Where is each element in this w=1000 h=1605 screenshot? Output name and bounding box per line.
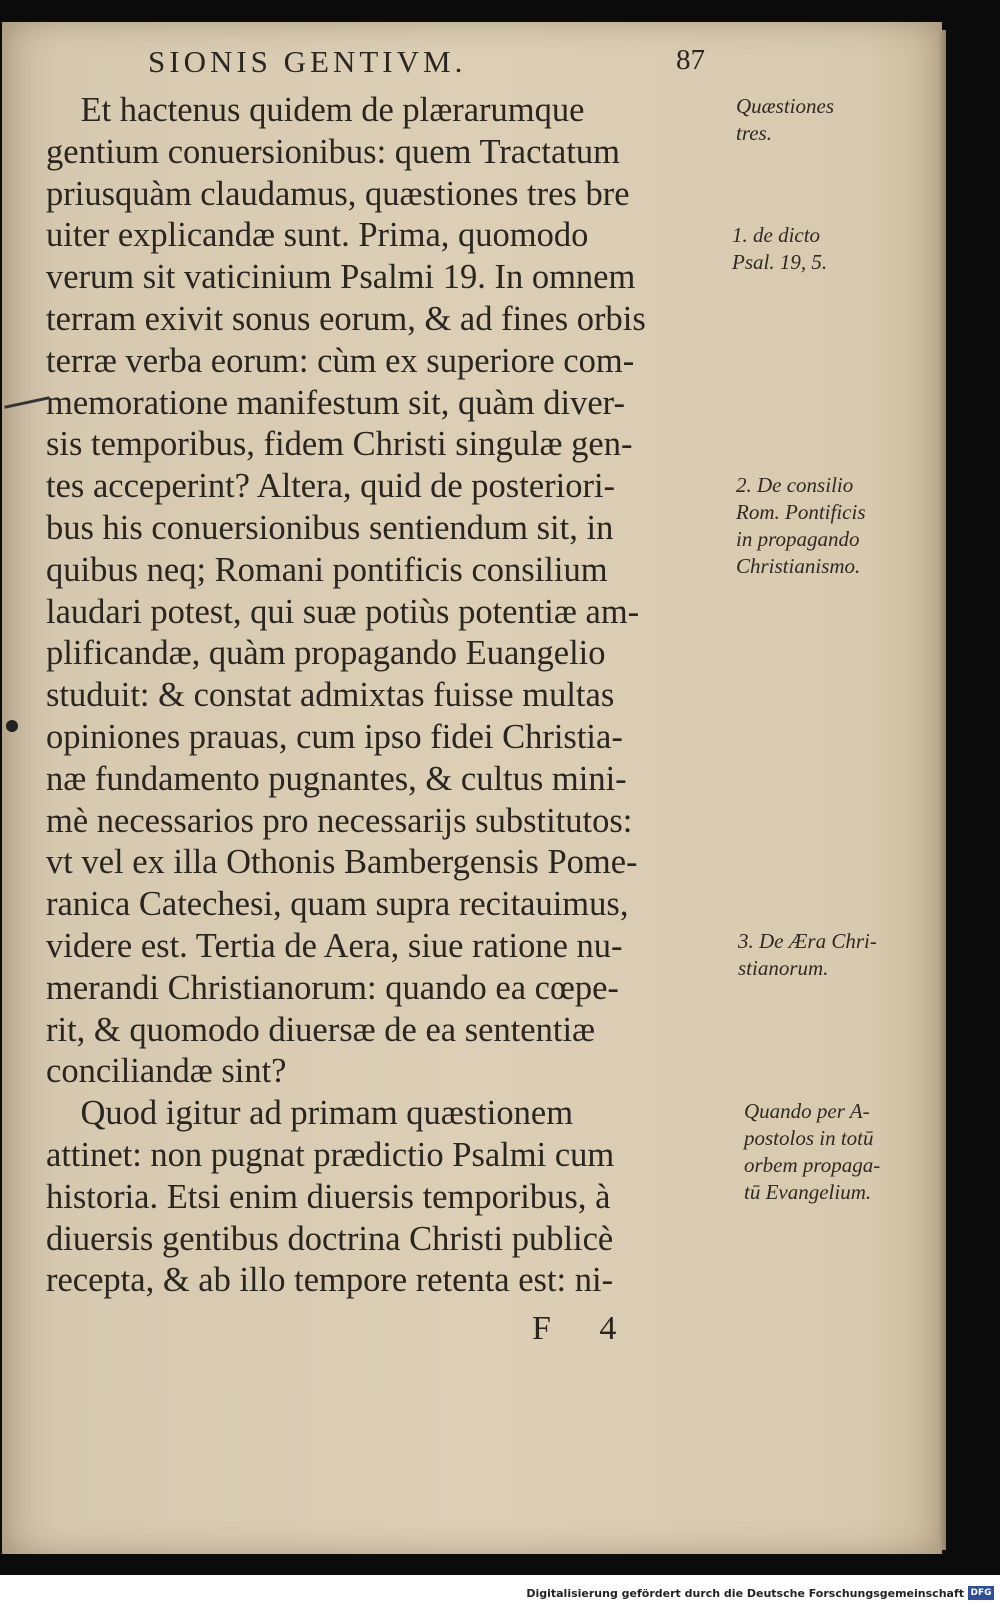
text-line: gentium conuersionibus: quem Tractatum <box>46 132 620 171</box>
margin-note-line: orbem propaga- <box>744 1153 881 1177</box>
margin-note-line: 2. De consilio <box>736 473 854 497</box>
text-line: diuersis gentibus doctrina Christi publicè <box>46 1219 614 1258</box>
text-line: plificandæ, quàm propagando Euangelio <box>46 634 606 673</box>
text-line: recepta, & ab illo tempore retenta est: ni- <box>46 1261 614 1300</box>
text-line: næ fundamento pugnantes, & cultus mini- <box>46 759 627 798</box>
text-line: vt vel ex illa Othonis Bambergensis Pome- <box>46 843 638 882</box>
margin-note-line: postolos in totū <box>744 1126 874 1150</box>
margin-note-line: Psal. 19, 5. <box>732 250 828 274</box>
text-line: merandi Christianorum: quando ea cœpe- <box>46 968 619 1007</box>
margin-note-psalm <box>732 222 827 276</box>
margin-note-line: 3. De Æra Chri- <box>738 929 877 953</box>
text-line: bus his conuersionibus sentiendum sit, in <box>46 508 614 547</box>
margin-note-line: tū Evangelium. <box>744 1180 872 1204</box>
page-edge <box>938 30 946 1550</box>
text-line: sis temporibus, fidem Christi singulæ gen- <box>46 425 633 464</box>
text-line: rit, & quomodo diuersæ de ea sententiæ <box>46 1010 596 1049</box>
text-line: Et hactenus quidem de plærarumque <box>46 91 585 129</box>
signature-mark: F 4 <box>532 1310 637 1347</box>
margin-note-quaestiones <box>736 93 834 147</box>
ink-blot <box>6 720 18 732</box>
footer-credit: Digitalisierung gefördert durch die Deutsche Forschungsgemeinschaft <box>526 1587 964 1600</box>
dfg-logo-icon: DFG <box>968 1586 994 1600</box>
text-line: uiter explicandæ sunt. Prima, quomodo <box>46 216 589 255</box>
margin-note-line: tres. <box>736 121 772 145</box>
text-line: terram exivit sonus eorum, & ad fines orbis <box>46 299 646 338</box>
margin-note-apostolos <box>744 1098 880 1206</box>
text-line: videre est. Tertia de Aera, siue ratione nu- <box>46 926 623 965</box>
margin-note-pontifex <box>736 472 866 580</box>
page-number: 87 <box>676 44 705 76</box>
text-line: studuit: & constat admixtas fuisse multas <box>46 676 615 715</box>
text-line: memoratione manifestum sit, quàm diver- <box>46 383 625 422</box>
text-line: attinet: non pugnat prædictio Psalmi cum <box>46 1135 615 1174</box>
text-line: verum sit vaticinium Psalmi 19. In omnem <box>46 258 636 297</box>
text-line: ranica Catechesi, quam supra recitauimus, <box>46 885 629 924</box>
text-line: Quod igitur ad primam quæstionem <box>46 1094 574 1133</box>
margin-note-line: Rom. Pontificis <box>736 500 866 524</box>
text-line: conciliandæ sint? <box>46 1052 287 1091</box>
main-text-block <box>46 90 736 1302</box>
digitization-footer <box>0 1584 1000 1605</box>
margin-note-line: in propagando <box>736 527 860 551</box>
margin-note-line: Christianismo. <box>736 554 861 578</box>
text-line: opiniones prauas, cum ipso fidei Christia- <box>46 717 623 756</box>
text-line: terræ verba eorum: cùm ex superiore com- <box>46 341 635 380</box>
text-line: priusquàm claudamus, quæstiones tres bre <box>46 174 630 213</box>
margin-note-line: stianorum. <box>738 956 829 980</box>
text-line: tes acceperint? Altera, quid de posteriori- <box>46 467 616 506</box>
text-line: laudari potest, qui suæ potiùs potentiæ am- <box>46 592 640 631</box>
margin-note-line: Quæstiones <box>736 94 835 118</box>
running-title: SIONIS GENTIVM. <box>148 44 467 79</box>
text-line: historia. Etsi enim diuersis temporibus, à <box>46 1177 611 1216</box>
text-line: mè necessarios pro necessarijs substitutos: <box>46 801 633 840</box>
text-line: quibus neq; Romani pontificis consilium <box>46 550 608 589</box>
margin-note-line: Quando per A- <box>744 1099 870 1123</box>
margin-note-aera <box>738 928 877 982</box>
margin-note-line: 1. de dicto <box>732 223 821 247</box>
